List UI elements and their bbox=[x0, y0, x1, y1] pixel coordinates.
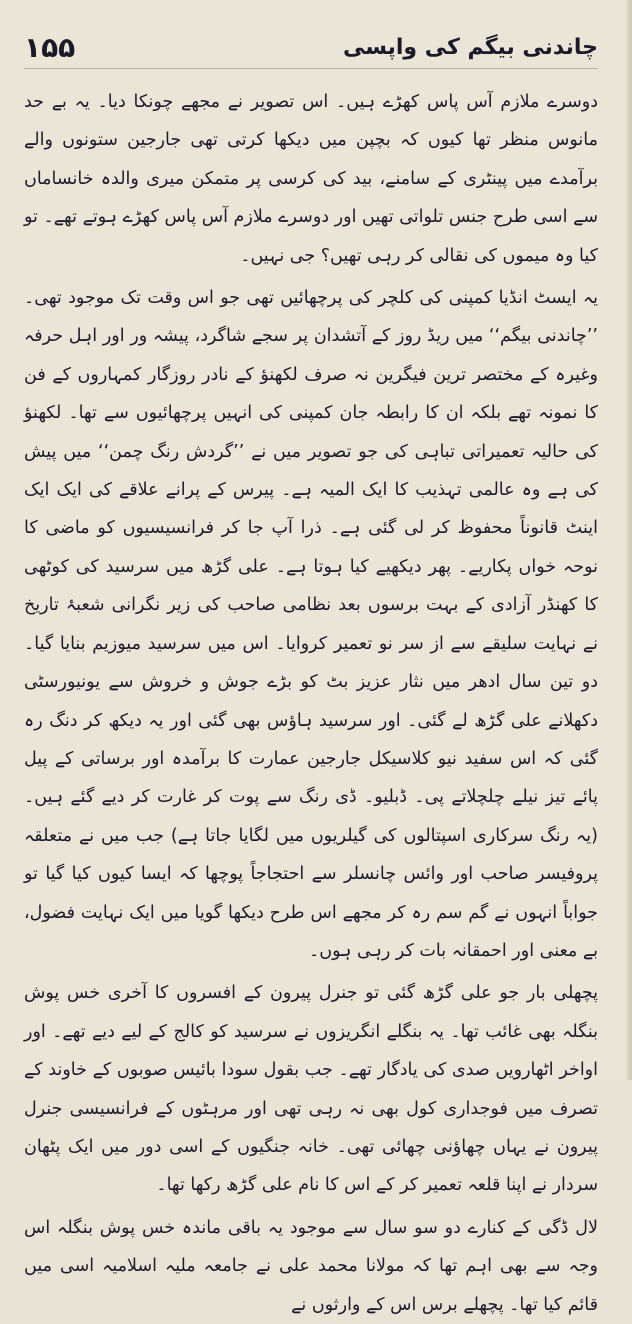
page-edge-shadow bbox=[626, 0, 632, 1080]
body-text bbox=[24, 83, 598, 1324]
paragraph-4: لال ڈگی کے کنارے دو سو سال سے موجود یہ باقی ماندہ خس پوش بنگلہ اس وجہ سے بھی اہم تھا کہ مولانا محمد علی نے جامعہ ملیہ اسلامیہ اسی میں قائم کیا تھا۔ پچھلے برس اس کے وارثوں نے bbox=[24, 1217, 598, 1315]
running-title: چاندنی بیگم کی واپسی bbox=[342, 35, 598, 60]
paragraph-3: پچھلی بار جو علی گڑھ گئی تو جنرل پیرون کے افسروں کا آخری خس پوش بنگلہ بھی غائب تھا۔ یہ بنگلے انگریزوں نے سرسید کو کالج کے لیے دیے تھے۔ اور اواخر اٹھارویں صدی کی یادگار تھے۔ جب بقول سودا بائیس صوبوں کے خاوند کے تصرف میں فوجداری کول بھی نہ رہی تھی اور مرہٹوں کے فرانسیسی جنرل پیرون نے یہاں چھاؤنی چھائی تھی۔ خانہ جنگیوں کے اسی دور میں ایک پٹھان سردار نے اپنا قلعہ تعمیر کر کے اس کا نام علی گڑھ رکھا تھا۔ bbox=[24, 983, 598, 1196]
page-number: ۱۵۵ bbox=[24, 31, 76, 64]
paragraph-1: دوسرے ملازم آس پاس کھڑے ہیں۔ اس تصویر نے مجھے چونکا دیا۔ یہ بے حد مانوس منظر تھا کیوں کہ بچپن میں دیکھا کرتی تھی جارجین ستونوں والے برآمدے میں پینٹری کے سامنے، بید کی کرسی پر متمکن میری والدہ خانساماں سے اسی طرح جنس تلواتی تھیں اور دوسرے ملازم آس پاس کھڑے ہوتے تھے۔ تو کیا وہ میموں کی نقالی کر رہی تھیں؟ جی نہیں۔ bbox=[24, 92, 598, 266]
page-header bbox=[24, 28, 598, 69]
paragraph-2: یہ ایسٹ انڈیا کمپنی کی کلچر کی پرچھائیں تھی جو اس وقت تک موجود تھی۔ ’’چاندنی بیگم‘‘ میں ریڈ روز کے آتشدان پر سجے شاگرد، پیشہ ور اور اہل حرفہ وغیرہ کے مختصر ترین فیگرین نہ صرف لکھنؤ کے نادر روزگار کمہاروں کے فن کا نمونہ تھے بلکہ ان کا رابطہ جان کمپنی کی انہیں پرچھائیوں سے تھا۔ لکھنؤ کی حالیہ تعمیراتی تباہی کی جو تصویر میں نے ’’گردش رنگ چمن‘‘ میں پیش کی ہے وہ عالمی تہذیب کا ایک المیہ ہے۔ پیرس کے پرانے علاقے کی ایک ایک اینٹ قانوناً محفوظ کر لی گئی ہے۔ ذرا آپ جا کر فرانسیسیوں کو ماضی کا نوحہ خواں پکاریے۔ پھر دیکھیے کیا ہوتا ہے۔ علی گڑھ میں سرسید کی کوٹھی کا کھنڈر آزادی کے بہت برسوں بعد نظامی صاحب کی زیر نگرانی شعبۂ تاریخ نے نہایت سلیقے سے از سر نو تعمیر کروایا۔ اس میں سرسید میوزیم بنایا گیا۔ دو تین سال ادھر میں نثار عزیز بٹ کو بڑے جوش و خروش سے یونیورسٹی دکھلانے علی گڑھ لے گئی۔ اور سرسید ہاؤس بھی گئی اور یہ دیکھ کر دنگ رہ گئی کہ اس سفید نیو کلاسیکل جارجین عمارت کا برآمدہ اور برساتی کے پیل پائے تیز نیلے چلچلاتے پی۔ ڈبلیو۔ ڈی رنگ سے پوت کر غارت کر دیے گئے ہیں۔ (یہ رنگ سرکاری اسپتالوں کی گیلریوں میں لگایا جاتا ہے) جب میں نے متعلقہ پروفیسر صاحب اور وائس چانسلر سے احتجاجاً پوچھا کہ ایسا کیوں کیا گیا تو جواباً انہوں نے گم سم رہ کر مجھے اس طرح دیکھا گویا میں ایک نہایت فضول، بے معنی اور احمقانہ بات کر رہی ہوں۔ bbox=[24, 288, 598, 961]
